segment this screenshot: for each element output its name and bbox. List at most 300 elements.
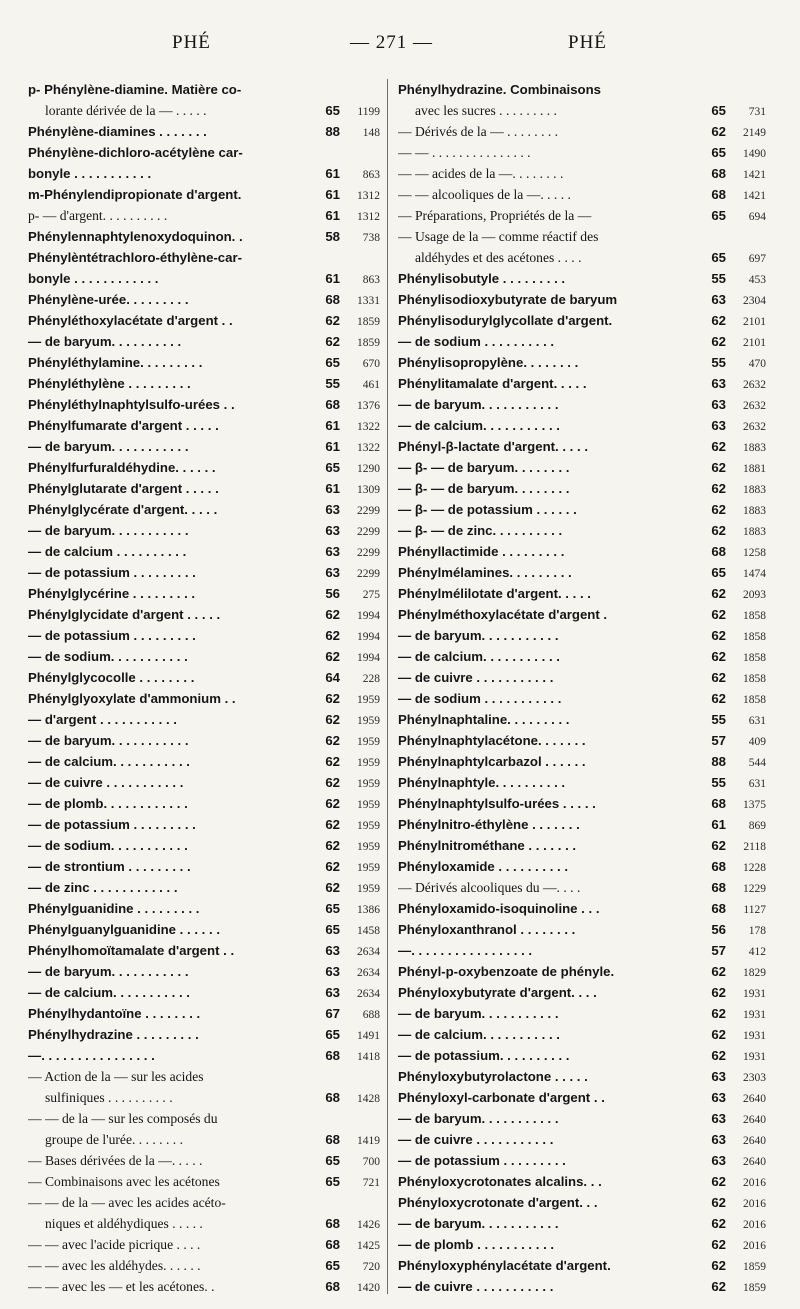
entry-volume: 63 — [711, 376, 726, 391]
entry-volume: 62 — [711, 502, 726, 517]
index-entry — [398, 730, 766, 751]
entry-page: 1458 — [357, 925, 380, 937]
entry-text: — de cuivre . . . . . . . . . . . — [398, 1279, 554, 1294]
entry-volume: 62 — [325, 313, 340, 328]
entry-volume: 62 — [711, 1279, 726, 1294]
index-entry — [28, 268, 380, 289]
entry-text: Phényloxyl-carbonate d'argent . . — [398, 1090, 605, 1105]
entry-volume: 63 — [325, 985, 340, 1000]
entry-page: 2632 — [743, 379, 766, 391]
index-entry — [398, 1129, 766, 1150]
entry-text: Phényléthylène . . . . . . . . . — [28, 376, 191, 391]
entry-page: 631 — [748, 715, 766, 727]
entry-volume: 65 — [711, 565, 726, 580]
column-divider — [387, 79, 388, 1294]
entry-volume: 63 — [711, 1132, 726, 1147]
entry-page: 1420 — [357, 1282, 380, 1294]
entry-text: Phénylnitro-éthylène . . . . . . . — [398, 817, 580, 832]
entry-page: 1309 — [357, 484, 380, 496]
index-entry — [28, 1171, 380, 1192]
entry-text: — — alcooliques de la —. . . . . — [398, 187, 571, 202]
entry-text: Phénylguanidine . . . . . . . . . — [28, 901, 200, 916]
entry-text: — de baryum. . . . . . . . . . . — [398, 1111, 559, 1126]
index-entry — [28, 667, 380, 688]
index-entry — [398, 856, 766, 877]
entry-page: 1959 — [357, 841, 380, 853]
entry-page: 2303 — [743, 1072, 766, 1084]
entry-volume: 65 — [325, 922, 340, 937]
entry-page: 1858 — [743, 610, 766, 622]
entry-text: Phénylennaphtylenoxydoquinon. . — [28, 229, 243, 244]
entry-page: 697 — [748, 253, 766, 265]
entry-volume: 68 — [711, 796, 726, 811]
entry-volume: 63 — [325, 565, 340, 580]
entry-text: — de sodium. . . . . . . . . . . — [28, 838, 188, 853]
entry-text: Phénylglycocolle . . . . . . . . — [28, 670, 195, 685]
entry-volume: 61 — [325, 439, 340, 454]
entry-volume: 55 — [711, 712, 726, 727]
entry-text: Phényloxamide . . . . . . . . . . — [398, 859, 569, 874]
entry-page: 1931 — [743, 1030, 766, 1042]
entry-page: 409 — [748, 736, 766, 748]
entry-page: 228 — [362, 673, 380, 685]
entry-volume: 68 — [711, 901, 726, 916]
entry-text: Phénylnaphtylacétone. . . . . . . — [398, 733, 586, 748]
entry-volume: 62 — [711, 607, 726, 622]
entry-text: Phénylguanylguanidine . . . . . . — [28, 922, 220, 937]
index-entry — [398, 100, 766, 121]
entry-volume: 64 — [325, 670, 340, 685]
entry-volume: 88 — [325, 124, 340, 139]
entry-text: Phényl-p-oxybenzoate de phényle. — [398, 964, 615, 979]
index-entry — [398, 982, 766, 1003]
entry-volume: 68 — [711, 187, 726, 202]
entry-text: — de potassium. . . . . . . . . . — [398, 1048, 570, 1063]
entry-page: 1426 — [357, 1219, 380, 1231]
entry-volume: 62 — [325, 775, 340, 790]
index-entry — [28, 835, 380, 856]
entry-page: 1258 — [743, 547, 766, 559]
entry-volume: 68 — [325, 292, 340, 307]
entry-volume: 68 — [711, 880, 726, 895]
entry-page: 1959 — [357, 778, 380, 790]
index-entry — [28, 1192, 380, 1213]
index-entry — [28, 184, 380, 205]
entry-volume: 55 — [711, 355, 726, 370]
entry-volume: 62 — [325, 796, 340, 811]
index-entry — [398, 310, 766, 331]
entry-volume: 61 — [325, 418, 340, 433]
entry-volume: 57 — [711, 733, 726, 748]
entry-text: — de baryum. . . . . . . . . . . — [28, 523, 189, 538]
index-entry — [398, 478, 766, 499]
index-entry — [28, 562, 380, 583]
index-entry — [28, 1129, 380, 1150]
entry-volume: 65 — [711, 208, 726, 223]
entry-page: 670 — [362, 358, 380, 370]
entry-text: Phénylglycidate d'argent . . . . . — [28, 607, 221, 622]
entry-text: Phénylfurfuraldéhydine. . . . . . — [28, 460, 216, 475]
entry-volume: 62 — [325, 754, 340, 769]
entry-volume: 65 — [711, 250, 726, 265]
entry-text: Phénylitamalate d'argent. . . . . — [398, 376, 587, 391]
entry-page: 2299 — [357, 505, 380, 517]
entry-volume: 61 — [325, 187, 340, 202]
entry-text: Phénylnaphtylsulfo-urées . . . . . — [398, 796, 596, 811]
entry-volume: 62 — [711, 985, 726, 1000]
index-entry — [28, 478, 380, 499]
index-entry — [28, 751, 380, 772]
entry-text: — Préparations, Propriétés de la — — [398, 208, 592, 223]
index-entry — [28, 226, 380, 247]
entry-volume: 62 — [711, 481, 726, 496]
entry-page: 863 — [362, 169, 380, 181]
index-entry — [398, 898, 766, 919]
entry-text: Phénylhydrazine . . . . . . . . . — [28, 1027, 199, 1042]
entry-text: Phényloxycrotonate d'argent. . . — [398, 1195, 598, 1210]
entry-page: 2640 — [743, 1156, 766, 1168]
index-entry — [28, 625, 380, 646]
index-entry — [28, 877, 380, 898]
entry-text: sulfiniques . . . . . . . . . . — [45, 1090, 173, 1105]
entry-volume: 55 — [711, 271, 726, 286]
entry-volume: 56 — [711, 922, 726, 937]
entry-volume: 63 — [711, 1069, 726, 1084]
entry-text: — de baryum. . . . . . . . . . — [28, 334, 182, 349]
entry-page: 470 — [748, 358, 766, 370]
entry-text: — de baryum. . . . . . . . . . . — [28, 439, 189, 454]
index-entry — [28, 1108, 380, 1129]
entry-text: Phénylfumarate d'argent . . . . . — [28, 418, 219, 433]
entry-volume: 63 — [325, 943, 340, 958]
entry-text: — — acides de la —. . . . . . . . — [398, 166, 564, 181]
entry-page: 688 — [362, 1009, 380, 1021]
entry-volume: 62 — [711, 1258, 726, 1273]
entry-text: — d'argent . . . . . . . . . . . — [28, 712, 177, 727]
entry-text: — — de la — avec les acides acéto- — [28, 1195, 226, 1210]
entry-volume: 68 — [325, 1048, 340, 1063]
index-entry — [28, 772, 380, 793]
index-entry — [398, 604, 766, 625]
index-entry — [398, 79, 766, 100]
entry-text: —. . . . . . . . . . . . . . . . — [28, 1048, 155, 1063]
entry-page: 2016 — [743, 1240, 766, 1252]
index-entry — [398, 499, 766, 520]
entry-page: 2299 — [357, 568, 380, 580]
entry-page: 1491 — [357, 1030, 380, 1042]
entry-page: 2640 — [743, 1093, 766, 1105]
index-entry — [398, 331, 766, 352]
index-entry — [398, 772, 766, 793]
entry-text: — de baryum. . . . . . . . . . . — [398, 1216, 559, 1231]
entry-volume: 62 — [711, 1048, 726, 1063]
index-entry — [28, 121, 380, 142]
entry-volume: 62 — [325, 880, 340, 895]
entry-volume: 65 — [711, 103, 726, 118]
index-entry — [398, 877, 766, 898]
index-entry — [398, 247, 766, 268]
entry-volume: 62 — [325, 733, 340, 748]
entry-page: 1959 — [357, 820, 380, 832]
entry-text: Phénylglyoxylate d'ammonium . . — [28, 691, 236, 706]
entry-page: 1419 — [357, 1135, 380, 1147]
entry-text: Phénylhydantoïne . . . . . . . . — [28, 1006, 201, 1021]
entry-text: — Dérivés de la — . . . . . . . . — [398, 124, 559, 139]
entry-volume: 61 — [325, 208, 340, 223]
entry-volume: 62 — [325, 628, 340, 643]
index-entry — [398, 457, 766, 478]
index-entry — [398, 1024, 766, 1045]
index-entry — [398, 940, 766, 961]
entry-text: — de calcium . . . . . . . . . . — [28, 544, 187, 559]
entry-volume: 68 — [325, 1216, 340, 1231]
index-entry — [28, 100, 380, 121]
entry-text: — de cuivre . . . . . . . . . . . — [398, 670, 554, 685]
entry-page: 275 — [362, 589, 380, 601]
entry-volume: 62 — [711, 670, 726, 685]
entry-text: — — . . . . . . . . . . . . . . . — [398, 145, 531, 160]
index-entry — [398, 541, 766, 562]
entry-volume: 62 — [711, 838, 726, 853]
entry-volume: 57 — [711, 943, 726, 958]
entry-volume: 62 — [711, 1174, 726, 1189]
entry-page: 1959 — [357, 736, 380, 748]
entry-volume: 62 — [711, 523, 726, 538]
index-entry — [28, 583, 380, 604]
entry-page: 1312 — [357, 190, 380, 202]
entry-page: 148 — [362, 127, 380, 139]
entry-volume: 68 — [325, 1132, 340, 1147]
entry-page: 1859 — [743, 1282, 766, 1294]
index-entry — [398, 205, 766, 226]
index-column-left — [28, 79, 380, 1297]
entry-page: 1474 — [743, 568, 766, 580]
entry-page: 2101 — [743, 337, 766, 349]
entry-text: — de plomb . . . . . . . . . . . — [398, 1237, 555, 1252]
entry-page: 1421 — [743, 169, 766, 181]
entry-volume: 68 — [325, 1279, 340, 1294]
entry-page: 2634 — [357, 967, 380, 979]
entry-page: 1883 — [743, 505, 766, 517]
entry-text: Phénylglycérate d'argent. . . . . — [28, 502, 218, 517]
running-head-left: PHÉ — [172, 32, 211, 53]
index-entry — [28, 163, 380, 184]
index-entry — [398, 121, 766, 142]
index-entry — [398, 1234, 766, 1255]
entry-text: — de baryum. . . . . . . . . . . — [398, 628, 559, 643]
entry-volume: 88 — [711, 754, 726, 769]
entry-page: 1859 — [357, 337, 380, 349]
entry-text: — de calcium. . . . . . . . . . . — [398, 649, 560, 664]
index-entry — [28, 961, 380, 982]
entry-text: niques et aldéhydiques . . . . . — [45, 1216, 203, 1231]
entry-page: 721 — [362, 1177, 380, 1189]
page-number: — 271 — — [350, 32, 433, 53]
entry-volume: 65 — [325, 103, 340, 118]
index-entry — [28, 688, 380, 709]
entry-page: 1375 — [743, 799, 766, 811]
entry-text: Phényloxamido-isoquinoline . . . — [398, 901, 600, 916]
entry-text: Phénylnaphtyle. . . . . . . . . . — [398, 775, 566, 790]
entry-page: 2093 — [743, 589, 766, 601]
index-entry — [398, 226, 766, 247]
entry-page: 700 — [362, 1156, 380, 1168]
entry-text: Phénylène-urée. . . . . . . . . — [28, 292, 189, 307]
entry-text: Phénylisodurylglycollate d'argent. — [398, 313, 613, 328]
entry-text: — β- — de baryum. . . . . . . . — [398, 460, 570, 475]
entry-volume: 62 — [711, 439, 726, 454]
entry-text: Phénylisopropylène. . . . . . . . — [398, 355, 579, 370]
entry-volume: 63 — [325, 502, 340, 517]
entry-text: — de plomb. . . . . . . . . . . . — [28, 796, 188, 811]
index-entry — [398, 919, 766, 940]
index-entry — [28, 541, 380, 562]
index-entry — [28, 1003, 380, 1024]
entry-text: — β- — de zinc. . . . . . . . . . — [398, 523, 563, 538]
index-entry — [28, 310, 380, 331]
index-entry — [398, 352, 766, 373]
index-entry — [398, 373, 766, 394]
entry-text: Phénylglycérine . . . . . . . . . — [28, 586, 196, 601]
entry-page: 1959 — [357, 883, 380, 895]
entry-page: 2632 — [743, 400, 766, 412]
entry-text: — de strontium . . . . . . . . . — [28, 859, 191, 874]
entry-text: Phénylglutarate d'argent . . . . . — [28, 481, 219, 496]
entry-page: 694 — [748, 211, 766, 223]
entry-volume: 65 — [325, 1258, 340, 1273]
entry-volume: 65 — [325, 1027, 340, 1042]
entry-volume: 62 — [711, 1195, 726, 1210]
entry-page: 2299 — [357, 547, 380, 559]
entry-page: 1127 — [743, 904, 766, 916]
entry-text: — de sodium . . . . . . . . . . . — [398, 691, 562, 706]
entry-page: 631 — [748, 778, 766, 790]
entry-page: 2101 — [743, 316, 766, 328]
entry-volume: 65 — [325, 901, 340, 916]
index-entry — [398, 688, 766, 709]
entry-page: 2634 — [357, 988, 380, 1000]
index-entry — [28, 919, 380, 940]
entry-page: 1859 — [743, 1261, 766, 1273]
entry-text: Phényléthoxylacétate d'argent . . — [28, 313, 233, 328]
entry-volume: 65 — [711, 145, 726, 160]
entry-text: Phényloxyphénylacétate d'argent. — [398, 1258, 611, 1273]
entry-volume: 62 — [325, 859, 340, 874]
entry-volume: 62 — [325, 334, 340, 349]
entry-page: 1994 — [357, 652, 380, 664]
entry-text: Phénylmélilotate d'argent. . . . . — [398, 586, 591, 601]
index-entry — [398, 163, 766, 184]
entry-volume: 56 — [325, 586, 340, 601]
entry-page: 2634 — [357, 946, 380, 958]
entry-page: 1959 — [357, 715, 380, 727]
entry-volume: 62 — [325, 838, 340, 853]
index-entry — [28, 1066, 380, 1087]
entry-volume: 68 — [325, 397, 340, 412]
entry-page: 1322 — [357, 421, 380, 433]
entry-page: 461 — [362, 379, 380, 391]
index-entry — [28, 709, 380, 730]
entry-text: lorante dérivée de la — . . . . . — [45, 103, 207, 118]
entry-page: 1331 — [357, 295, 380, 307]
entry-page: 1858 — [743, 673, 766, 685]
entry-text: Phénylnaphtylcarbazol . . . . . . — [398, 754, 586, 769]
entry-text: — de potassium . . . . . . . . . — [28, 817, 196, 832]
entry-page: 1883 — [743, 526, 766, 538]
index-entry — [28, 457, 380, 478]
entry-text: Phénylisodioxybutyrate de baryum — [398, 292, 618, 307]
entry-page: 1959 — [357, 799, 380, 811]
entry-page: 1229 — [743, 883, 766, 895]
index-entry — [398, 667, 766, 688]
index-entry — [28, 415, 380, 436]
index-entry — [28, 142, 380, 163]
entry-volume: 68 — [325, 1237, 340, 1252]
index-entry — [28, 352, 380, 373]
entry-text: — de calcium. . . . . . . . . . . — [398, 1027, 560, 1042]
entry-text: — Bases dérivées de la —. . . . . — [28, 1153, 203, 1168]
entry-text: Phénylnaphtaline. . . . . . . . . — [398, 712, 570, 727]
index-entry — [398, 394, 766, 415]
index-entry — [398, 1276, 766, 1297]
entry-volume: 62 — [711, 628, 726, 643]
index-entry — [28, 499, 380, 520]
entry-volume: 62 — [325, 691, 340, 706]
entry-page: 1959 — [357, 757, 380, 769]
entry-text: Phénylhydrazine. Combinaisons — [398, 82, 601, 97]
entry-page: 1931 — [743, 1009, 766, 1021]
index-entry — [398, 1171, 766, 1192]
entry-volume: 63 — [325, 544, 340, 559]
index-entry — [398, 709, 766, 730]
entry-volume: 62 — [711, 1006, 726, 1021]
entry-volume: 63 — [325, 964, 340, 979]
entry-page: 1322 — [357, 442, 380, 454]
entry-volume: 61 — [711, 817, 726, 832]
entry-page: 2632 — [743, 421, 766, 433]
index-entry — [398, 436, 766, 457]
entry-text: Phényloxanthranol . . . . . . . . — [398, 922, 576, 937]
entry-text: Phényloxybutyrolactone . . . . . — [398, 1069, 588, 1084]
entry-volume: 68 — [711, 166, 726, 181]
entry-volume: 62 — [711, 586, 726, 601]
index-entry — [28, 1087, 380, 1108]
entry-page: 453 — [748, 274, 766, 286]
entry-page: 1883 — [743, 484, 766, 496]
entry-text: — de calcium. . . . . . . . . . . — [28, 754, 190, 769]
entry-text: — de baryum. . . . . . . . . . . — [28, 964, 189, 979]
entry-volume: 67 — [325, 1006, 340, 1021]
entry-text: — de sodium. . . . . . . . . . . — [28, 649, 188, 664]
entry-text: — Dérivés alcooliques du —. . . . — [398, 880, 581, 895]
entry-text: Phényléthylamine. . . . . . . . . — [28, 355, 203, 370]
entry-text: bonyle . . . . . . . . . . . . — [28, 271, 159, 286]
entry-text: — Action de la — sur les acides — [28, 1069, 204, 1084]
entry-volume: 61 — [325, 166, 340, 181]
entry-page: 1858 — [743, 694, 766, 706]
index-entry — [398, 520, 766, 541]
entry-volume: 63 — [711, 1090, 726, 1105]
entry-text: — de zinc . . . . . . . . . . . . — [28, 880, 178, 895]
entry-page: 2016 — [743, 1219, 766, 1231]
entry-volume: 68 — [711, 859, 726, 874]
index-entry — [28, 1024, 380, 1045]
entry-page: 1994 — [357, 610, 380, 622]
index-entry — [28, 1045, 380, 1066]
entry-text: — de baryum. . . . . . . . . . . — [28, 733, 189, 748]
entry-page: 1959 — [357, 694, 380, 706]
index-entry — [398, 1087, 766, 1108]
